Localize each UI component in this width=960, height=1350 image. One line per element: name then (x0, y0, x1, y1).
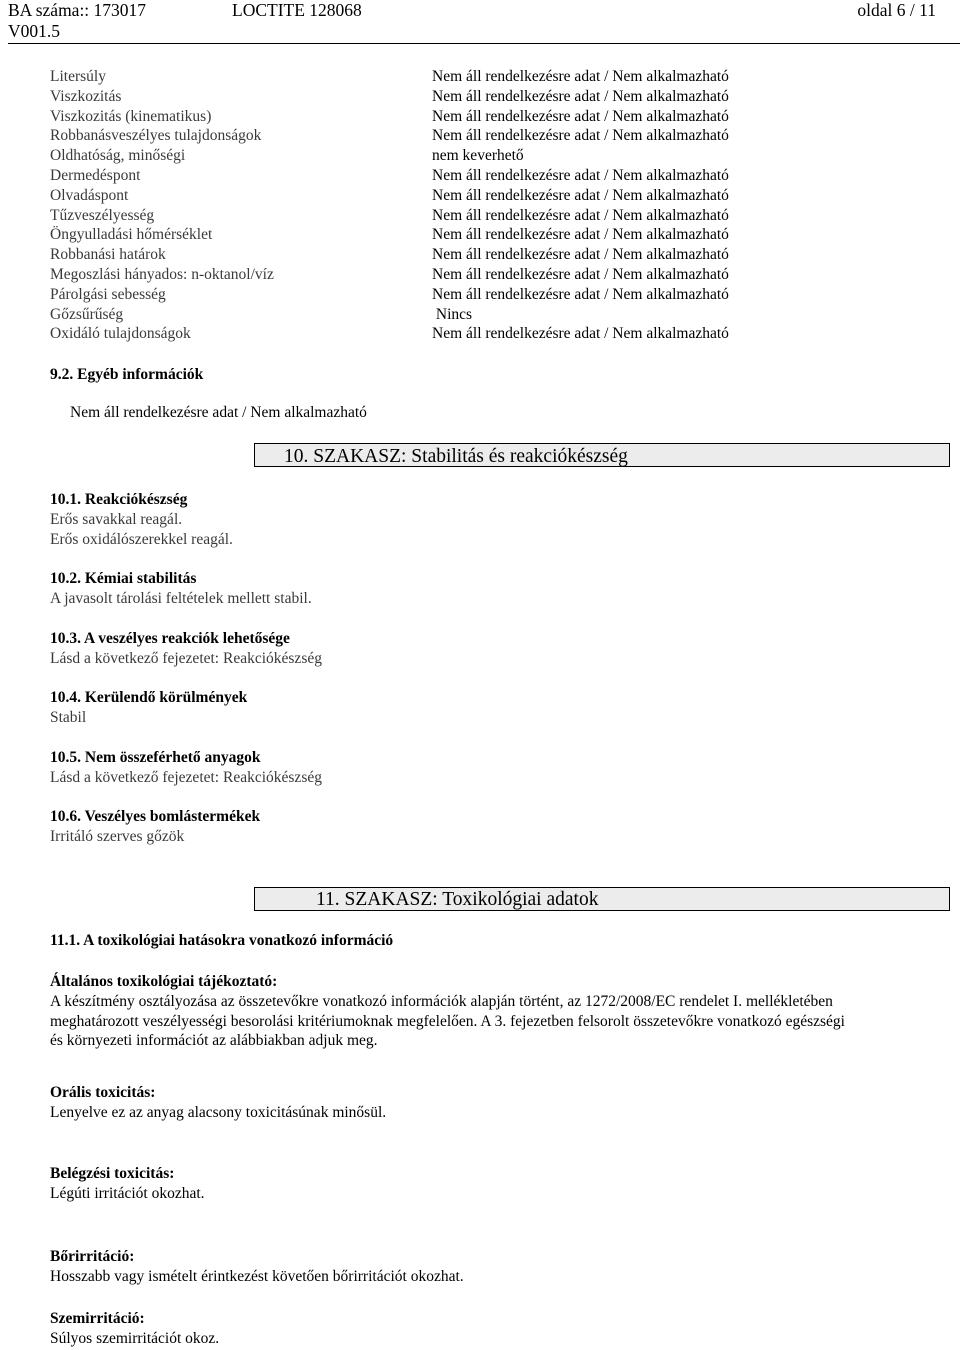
section-10-title: 10. SZAKASZ: Stabilitás és reakciókészség (284, 446, 628, 467)
property-values-column (432, 67, 729, 344)
property-value: Nincs (432, 305, 473, 323)
property-value: Nem áll rendelkezésre adat / Nem alkalmazható (432, 166, 729, 184)
property-value: Nem áll rendelkezésre adat / Nem alkalmazható (432, 87, 729, 105)
property-value: Nem áll rendelkezésre adat / Nem alkalmazható (432, 68, 729, 85)
property-value: Nem áll rendelkezésre adat / Nem alkalmazható (432, 206, 729, 224)
property-value: Nem áll rendelkezésre adat / Nem alkalmazható (432, 127, 729, 145)
property-value: Nem áll rendelkezésre adat / Nem alkalmazható (432, 246, 729, 264)
subsection-10-6 (50, 807, 260, 847)
subsection-line: A javasolt tárolási feltételek mellett stabil. (50, 589, 312, 607)
subsection-10-2 (50, 569, 312, 609)
property-name: Gőzsűrűség (50, 305, 124, 323)
property-value: Nem áll rendelkezésre adat / Nem alkalmazható (432, 325, 729, 343)
property-value: Nem áll rendelkezésre adat / Nem alkalmazható (432, 186, 729, 204)
subsection-10-4 (50, 688, 247, 728)
property-value: Nem áll rendelkezésre adat / Nem alkalmazható (432, 265, 729, 283)
subsection-10-1 (50, 490, 233, 549)
subsection-heading: 10.4. Kerülendő körülmények (50, 689, 248, 706)
subsection-line: Lásd a következő fejezetet: Reakciókészség (50, 649, 322, 667)
subsection-10-5 (50, 748, 322, 788)
general-toxicology-line: A készítmény osztályozása az összetevőkre vonatkozó információk alapján történt, az 1272/2008/EC rendelet I. mellékletében (50, 992, 833, 1010)
inhalation-toxicity-block (50, 1164, 940, 1204)
property-names-column (50, 67, 274, 344)
property-value: nem keverhető (432, 147, 524, 165)
inhalation-toxicity-heading: Belégzési toxicitás: (50, 1165, 175, 1182)
document-version: V001.5 (8, 21, 61, 41)
property-value: Nem áll rendelkezésre adat / Nem alkalmazható (432, 226, 729, 244)
subsection-heading: 10.2. Kémiai stabilitás (50, 570, 197, 587)
subsection-heading: 10.1. Reakciókészség (50, 491, 188, 508)
property-name: Megoszlási hányados: n-oktanol/víz (50, 265, 274, 283)
property-name: Oldhatóság, minőségi (50, 147, 186, 165)
skin-irritation-text: Hosszabb vagy ismételt érintkezést követően bőrirritációt okozhat. (50, 1267, 464, 1285)
property-name: Robbanásveszélyes tulajdonságok (50, 127, 262, 145)
document-number: BA száma:: 173017 (8, 0, 147, 20)
property-value: Nem áll rendelkezésre adat / Nem alkalmazható (432, 107, 729, 125)
general-toxicology-line: meghatározott veszélyességi besorolási kritériumoknak megfelelően. A 3. fejezetben felsorolt összetevőkre vonatkozó egészségi (50, 1012, 845, 1030)
subsection-heading: 10.6. Veszélyes bomlástermékek (50, 808, 261, 825)
oral-toxicity-block (50, 1083, 940, 1123)
oral-toxicity-text: Lenyelve ez az anyag alacsony toxicitásúnak minősül. (50, 1103, 387, 1121)
product-name: LOCTITE 128068 (232, 0, 362, 20)
eye-irritation-heading: Szemirritáció: (50, 1310, 145, 1327)
inhalation-toxicity-text: Légúti irritációt okozhat. (50, 1184, 205, 1202)
page-header-left (8, 0, 362, 42)
property-name: Dermedéspont (50, 166, 141, 184)
property-name: Litersúly (50, 68, 106, 85)
subsection-line: Stabil (50, 708, 87, 726)
property-name: Oxidáló tulajdonságok (50, 325, 191, 343)
section-9-2-text: Nem áll rendelkezésre adat / Nem alkalmazható (70, 404, 367, 421)
subsection-line: Erős oxidálószerekkel reagál. (50, 530, 233, 548)
general-toxicology-heading: Általános toxikológiai tájékoztató: (50, 973, 278, 990)
header-divider (8, 43, 960, 44)
eye-irritation-text: Súlyos szemirritációt okoz. (50, 1329, 220, 1347)
subsection-10-3 (50, 629, 322, 669)
property-name: Öngyulladási hőmérséklet (50, 226, 213, 244)
page-number: oldal 6 / 11 (857, 0, 936, 20)
subsection-heading: 10.3. A veszélyes reakciók lehetősége (50, 630, 290, 647)
skin-irritation-heading: Bőrirritáció: (50, 1248, 135, 1265)
property-name: Tűzveszélyesség (50, 206, 155, 224)
subsection-line: Irritáló szerves gőzök (50, 827, 185, 845)
subsection-line: Lásd a következő fejezetet: Reakciókészség (50, 768, 322, 786)
property-name: Robbanási határok (50, 246, 166, 264)
property-name: Viszkozitás (50, 87, 122, 105)
property-name: Viszkozitás (kinematikus) (50, 107, 212, 125)
oral-toxicity-heading: Orális toxicitás: (50, 1084, 156, 1101)
property-value: Nem áll rendelkezésre adat / Nem alkalmazható (432, 285, 729, 303)
eye-irritation-block (50, 1309, 940, 1349)
property-name: Párolgási sebesség (50, 285, 166, 303)
general-toxicology-line: és környezeti információt az alábbiakban adjuk meg. (50, 1032, 378, 1050)
property-name: Olvadáspont (50, 186, 129, 204)
subsection-heading: 10.5. Nem összeférhető anyagok (50, 749, 261, 766)
section-11-title: 11. SZAKASZ: Toxikológiai adatok (316, 889, 599, 910)
general-toxicology-block (50, 972, 940, 1051)
subsection-11-1-heading: 11.1. A toxikológiai hatásokra vonatkozó információ (50, 932, 394, 949)
skin-irritation-block (50, 1247, 940, 1287)
subsection-line: Erős savakkal reagál. (50, 510, 183, 528)
section-9-2-heading: 9.2. Egyéb információk (50, 366, 204, 383)
